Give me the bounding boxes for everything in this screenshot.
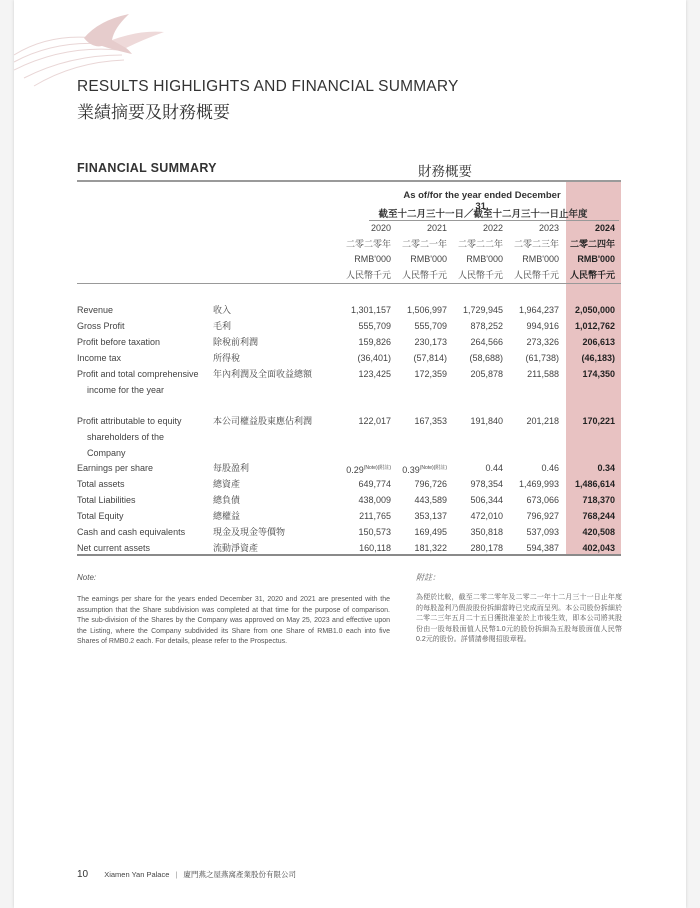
- year-header-year: 2022: [482, 223, 503, 233]
- cell-2020: 150,573: [358, 527, 391, 537]
- cell-2023: 537,093: [526, 527, 559, 537]
- cell-2023: 0.46: [541, 463, 559, 473]
- year-header-year: 2020: [370, 223, 391, 233]
- cell-2020: 555,709: [358, 321, 391, 331]
- cell-2020: 160,118: [359, 543, 391, 553]
- row-label-en: Gross Profit: [77, 321, 125, 331]
- section-title-zh: 財務概要: [418, 164, 472, 179]
- cell-2024: 1,486,614: [574, 479, 615, 489]
- year-header-zh: 二零二二年: [457, 239, 503, 249]
- cell-2021: 555,709: [414, 321, 447, 331]
- row-label-en: Profit attributable to equity shareholders of the Company: [77, 416, 182, 458]
- row-label-en: Total assets: [77, 479, 125, 489]
- table-row: [77, 476, 621, 492]
- table-row: [77, 366, 621, 412]
- cell-2021: 172,359: [414, 369, 447, 379]
- cell-2022: 191,840: [470, 416, 503, 426]
- table-row: [77, 302, 621, 318]
- footer-company-zh: 廈門燕之屋燕窩產業股份有限公司: [183, 870, 297, 879]
- page-sheet: [14, 0, 686, 908]
- cell-2020: 123,425: [358, 369, 391, 379]
- cell-2023: 1,964,237: [518, 305, 559, 315]
- footer-company-en: Xiamen Yan Palace: [104, 870, 170, 879]
- cell-2024: 402,043: [582, 543, 615, 553]
- cell-2020: 649,774: [358, 479, 391, 489]
- row-label-zh: 總負債: [213, 495, 241, 505]
- row-label-zh: 總資產: [213, 479, 241, 489]
- table-row: [77, 508, 621, 524]
- cell-2023: 1,469,993: [518, 479, 559, 489]
- note-heading-zh: 附註：: [416, 573, 440, 582]
- cell-2020: 159,826: [358, 337, 391, 347]
- year-header-unit-en: RMB'000: [466, 254, 503, 264]
- cell-2022: 205,878: [470, 369, 503, 379]
- row-label-en: Total Liabilities: [77, 495, 136, 505]
- cell-2022: 350,818: [470, 527, 503, 537]
- cell-2023: 994,916: [526, 321, 559, 331]
- year-header-unit-zh: 人民幣千元: [345, 270, 391, 280]
- cell-2022: 472,010: [470, 511, 503, 521]
- year-header-year: 2023: [538, 223, 559, 233]
- footer: [77, 869, 296, 880]
- row-label-zh: 毛利: [213, 321, 232, 331]
- section-rule: [77, 180, 621, 182]
- cell-2023: 796,927: [526, 511, 559, 521]
- row-label-zh: 總權益: [213, 511, 241, 521]
- table-row: [77, 524, 621, 540]
- note-marker: (Note)(附註): [419, 465, 447, 471]
- cell-2024: 768,244: [582, 511, 615, 521]
- row-label-zh: 除稅前利潤: [213, 337, 259, 347]
- table-row: [77, 413, 621, 459]
- cell-2022: 264,566: [470, 337, 503, 347]
- page-title-en: RESULTS HIGHLIGHTS AND FINANCIAL SUMMARY: [77, 78, 459, 95]
- cell-2024: 1,012,762: [574, 321, 615, 331]
- note-marker: (Note)(附註): [363, 465, 391, 471]
- cell-2023: 594,387: [526, 543, 559, 553]
- row-label-zh: 每股盈利: [213, 463, 250, 473]
- row-label-en: Revenue: [77, 305, 114, 315]
- row-label-en: Income tax: [77, 353, 122, 363]
- cell-2020: 1,301,157: [350, 305, 391, 315]
- row-label-zh: 本公司權益股東應佔利潤: [213, 416, 313, 426]
- year-header-unit-en: RMB'000: [522, 254, 559, 264]
- cell-2023: 273,326: [526, 337, 559, 347]
- note-text-zh: 為便於比較，截至二零二零年及二零二一年十二月三十一日止年度的每股盈利乃假設股份拆細當時已完成而呈列。本公司股份拆細於二零二三年五月二十五日獲批准並於上市後生效，即本公司將其股份由一股每股面值人民幣1.0元的股份拆細為五股每股面值人民幣0.2元的股份。詳情請參閱招股章程。: [416, 594, 622, 644]
- cell-2024: 174,350: [582, 369, 615, 379]
- table-row: [77, 318, 621, 334]
- cell-2024: 420,508: [582, 527, 615, 537]
- year-header-unit-zh: 人民幣千元: [569, 270, 615, 280]
- row-label-en: Net current assets: [77, 543, 151, 553]
- cell-2024: 718,370: [582, 495, 615, 505]
- year-header-year: 2021: [426, 223, 447, 233]
- cell-2021: 1,506,997: [406, 305, 447, 315]
- cell-2023: 673,066: [526, 495, 559, 505]
- year-header-zh: 二零二三年: [513, 239, 559, 249]
- row-label-en: Total Equity: [77, 511, 124, 521]
- cell-2022: (58,688): [469, 353, 503, 363]
- note-text-en: The earnings per share for the years ended December 31, 2020 and 2021 are presented with the assumption that the Share subdivision was completed at that time for the purpose of comparison. The sub-division of the Shares by the Company was approved on May 25, 2023 and effective upon the Listing, where the Company subdivided its Share from one Share of RMB1.0 each into five Shares of RMB0.2 each. For details, please refer to the Prospectus.: [77, 596, 390, 646]
- year-header-zh: 二零二四年: [569, 239, 615, 249]
- cell-2021: 167,353: [414, 416, 447, 426]
- cell-2021: 353,137: [414, 511, 447, 521]
- cell-2020: 211,765: [359, 511, 391, 521]
- row-label-zh: 所得稅: [213, 353, 241, 363]
- period-label-en: As of/for the year ended December 31,: [403, 190, 561, 212]
- cell-2022: 280,178: [470, 543, 503, 553]
- year-header-unit-en: RMB'000: [577, 254, 615, 264]
- cell-2021: 181,322: [414, 543, 447, 553]
- table-row: [77, 460, 621, 476]
- page-number: 10: [77, 869, 89, 880]
- period-rule: [369, 220, 619, 221]
- cell-2021: 230,173: [414, 337, 447, 347]
- cell-2022: 878,252: [470, 321, 503, 331]
- year-header-year: 2024: [594, 223, 615, 233]
- cell-2023: (61,738): [525, 353, 559, 363]
- cell-2024: 170,221: [582, 416, 615, 426]
- cell-2022: 0.44: [485, 463, 503, 473]
- cell-2024: 206,613: [582, 337, 615, 347]
- year-header-unit-en: RMB'000: [354, 254, 391, 264]
- table-row: [77, 334, 621, 350]
- cell-2022: 978,354: [470, 479, 503, 489]
- cell-2021: (57,814): [413, 353, 447, 363]
- year-header-unit-en: RMB'000: [410, 254, 447, 264]
- row-label-en: Earnings per share: [77, 463, 154, 473]
- period-label-zh: 截至十二月三十一日／截至十二月三十一日止年度: [378, 209, 588, 220]
- footer-separator: |: [175, 870, 178, 879]
- year-header-zh: 二零二一年: [401, 239, 447, 249]
- row-label-zh: 現金及現金等價物: [213, 527, 286, 537]
- year-header-unit-zh: 人民幣千元: [457, 270, 503, 280]
- header-rule: [77, 283, 621, 284]
- cell-2020: (36,401): [357, 353, 391, 363]
- row-label-zh: 流動淨資產: [213, 543, 259, 553]
- cell-value: 0.29: [346, 465, 364, 475]
- cell-2024: (46,183): [581, 353, 615, 363]
- cell-2024: 0.34: [597, 463, 615, 473]
- table-bottom-rule: [77, 554, 621, 556]
- cell-value: 0.39: [402, 465, 420, 475]
- cell-2023: 201,218: [526, 416, 559, 426]
- cell-2023: 211,588: [527, 369, 559, 379]
- year-header-unit-zh: 人民幣千元: [401, 270, 447, 280]
- cell-2021: 796,726: [414, 479, 447, 489]
- note-heading-en: Note:: [77, 573, 97, 582]
- row-label-en: Profit and total comprehensive income for the year: [77, 369, 199, 395]
- row-label-en: Cash and cash equivalents: [77, 527, 186, 537]
- cell-2020: 438,009: [358, 495, 391, 505]
- cell-2020: 122,017: [358, 416, 391, 426]
- cell-2024: 2,050,000: [574, 305, 615, 315]
- cell-2022: 506,344: [470, 495, 503, 505]
- section-title-en: FINANCIAL SUMMARY: [77, 161, 217, 175]
- page-title-zh: 業績摘要及財務概要: [77, 103, 230, 122]
- cell-2021: 443,589: [414, 495, 447, 505]
- table-row: [77, 492, 621, 508]
- cell-2021: 169,495: [414, 527, 447, 537]
- year-header-zh: 二零二零年: [345, 239, 391, 249]
- row-label-zh: 年內利潤及全面收益總額: [213, 369, 313, 379]
- table-row: [77, 350, 621, 366]
- row-label-en: Profit before taxation: [77, 337, 161, 347]
- row-label-zh: 收入: [213, 305, 232, 315]
- cell-2022: 1,729,945: [462, 305, 503, 315]
- year-header-unit-zh: 人民幣千元: [513, 270, 559, 280]
